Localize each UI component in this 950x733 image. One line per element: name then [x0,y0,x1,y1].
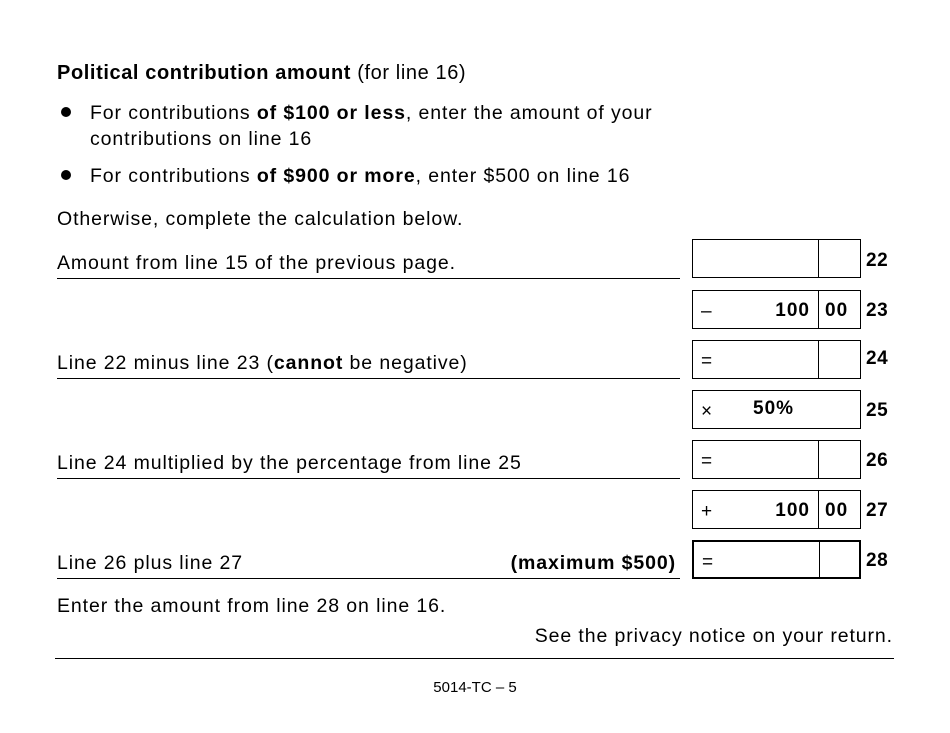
bullet-2: For contributions of $900 or more, enter $500 on line 16 [90,165,631,187]
bullet-1: For contributions of $100 or less, enter the amount of your [90,102,653,124]
field-line-25: × 50% [692,390,861,429]
line-number: 28 [866,550,889,571]
field-line-23: – 100 00 [692,290,861,329]
field-line-26[interactable]: = [692,440,861,479]
field-line-24[interactable]: = [692,340,861,379]
bullet-icon [61,170,71,180]
line-number: 27 [866,500,889,521]
label-line-24: Line 22 minus line 23 (cannot be negative) [57,348,680,379]
bullet-1-line2: contributions on line 16 [90,128,313,150]
field-line-22[interactable] [692,239,861,278]
line-number: 26 [866,450,889,471]
field-line-28[interactable]: = [692,540,861,579]
line-number: 23 [866,300,889,321]
line-number: 25 [866,400,889,421]
bullet-icon [61,107,71,117]
line-number: 24 [866,348,889,369]
title-note: (for line 16) [357,62,467,84]
line-number: 22 [866,250,889,271]
label-line-26: Line 24 multiplied by the percentage from line 25 [57,448,680,479]
section-title [57,62,466,85]
instruction: Otherwise, complete the calculation below. [57,208,464,230]
label-line-22: Amount from line 15 of the previous page. [57,248,680,279]
title-bold: Political contribution amount [57,62,352,84]
divider [55,658,894,659]
after-instruction: Enter the amount from line 28 on line 16. [57,595,447,617]
field-line-27: + 100 00 [692,490,861,529]
label-line-28: Line 26 plus line 27 (maximum $500) [57,548,680,579]
privacy-notice: See the privacy notice on your return. [534,625,893,647]
page-footer: 5014-TC – 5 [433,679,517,696]
